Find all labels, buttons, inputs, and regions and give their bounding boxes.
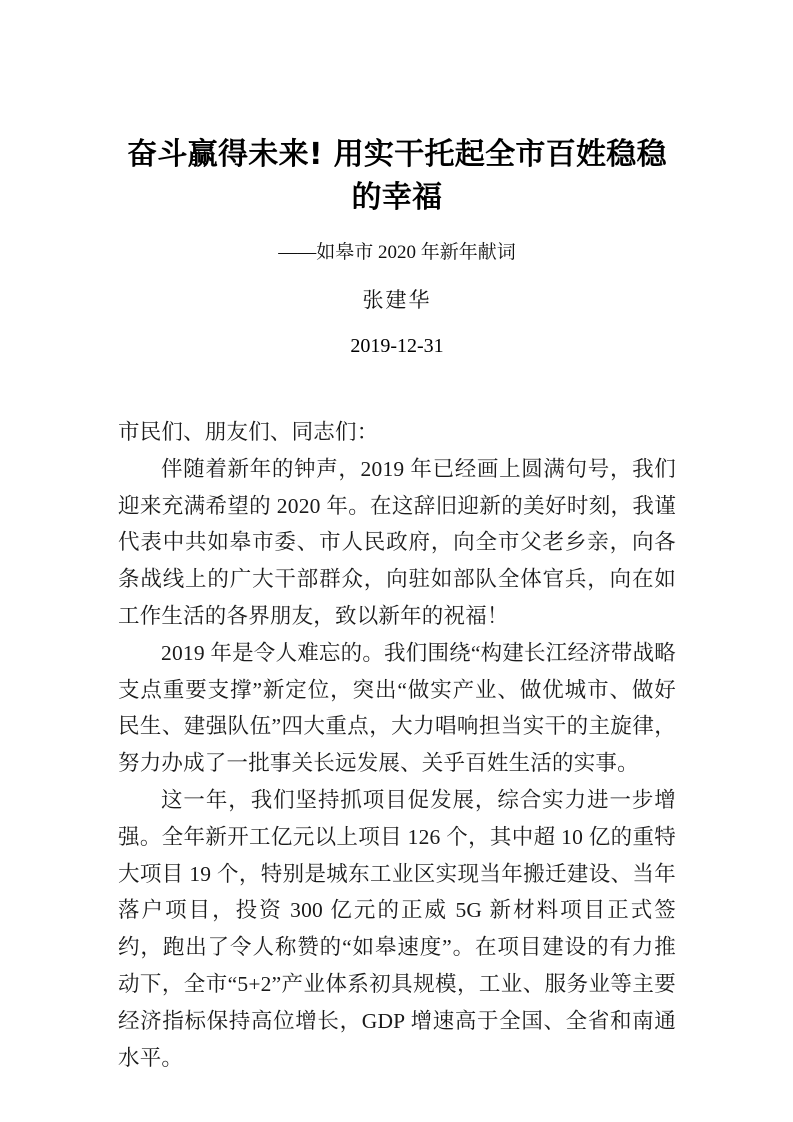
paragraph-3: 这一年，我们坚持抓项目促发展，综合实力进一步增强。全年新开工亿元以上项目 126 个，其中超 10 亿的重特大项目 19 个，特别是城东工业区实现当年搬迁建设、当年落户项目，投资 300 亿元的正威 5G 新材料项目正式签约，跑出了令人称赞的“如皋速度”。在项目建设的有力推动下，全市“5+2”产业体系初具规模，工业、服务业等主要经济指标保持高位增长，GDP 增速高于全国、全省和南通水平。 (118, 787, 676, 1070)
document-content (118, 0, 676, 1076)
paragraph-salutation: 市民们、朋友们、同志们： (118, 420, 379, 444)
document-body (118, 360, 676, 1076)
document-date: 2019-12-31 (350, 335, 444, 357)
document-author: 张建华 (362, 288, 432, 312)
page-title: 奋斗赢得未来! 用实干托起全市百姓稳稳的幸福 (127, 137, 667, 215)
paragraph-1: 伴随着新年的钟声，2019 年已经画上圆满句号，我们迎来充满希望的 2020 年。在这辞旧迎新的美好时刻，我谨代表中共如皋市委、市人民政府，向全市父老乡亲，向各条战线上的广大干部群众，向驻如部队全体官兵，向在如工作生活的各界朋友，致以新年的祝福！ (118, 456, 676, 628)
paragraph-2: 2019 年是令人难忘的。我们围绕“构建长江经济带战略支点重要支撑”新定位，突出“做实产业、做优城市、做好民生、建强队伍”四大重点，大力唱响担当实干的主旋律，努力办成了一批事关长远发展、关乎百姓生活的实事。 (118, 640, 676, 776)
document-subtitle: ——如皋市 2020 年新年献词 (278, 242, 516, 263)
